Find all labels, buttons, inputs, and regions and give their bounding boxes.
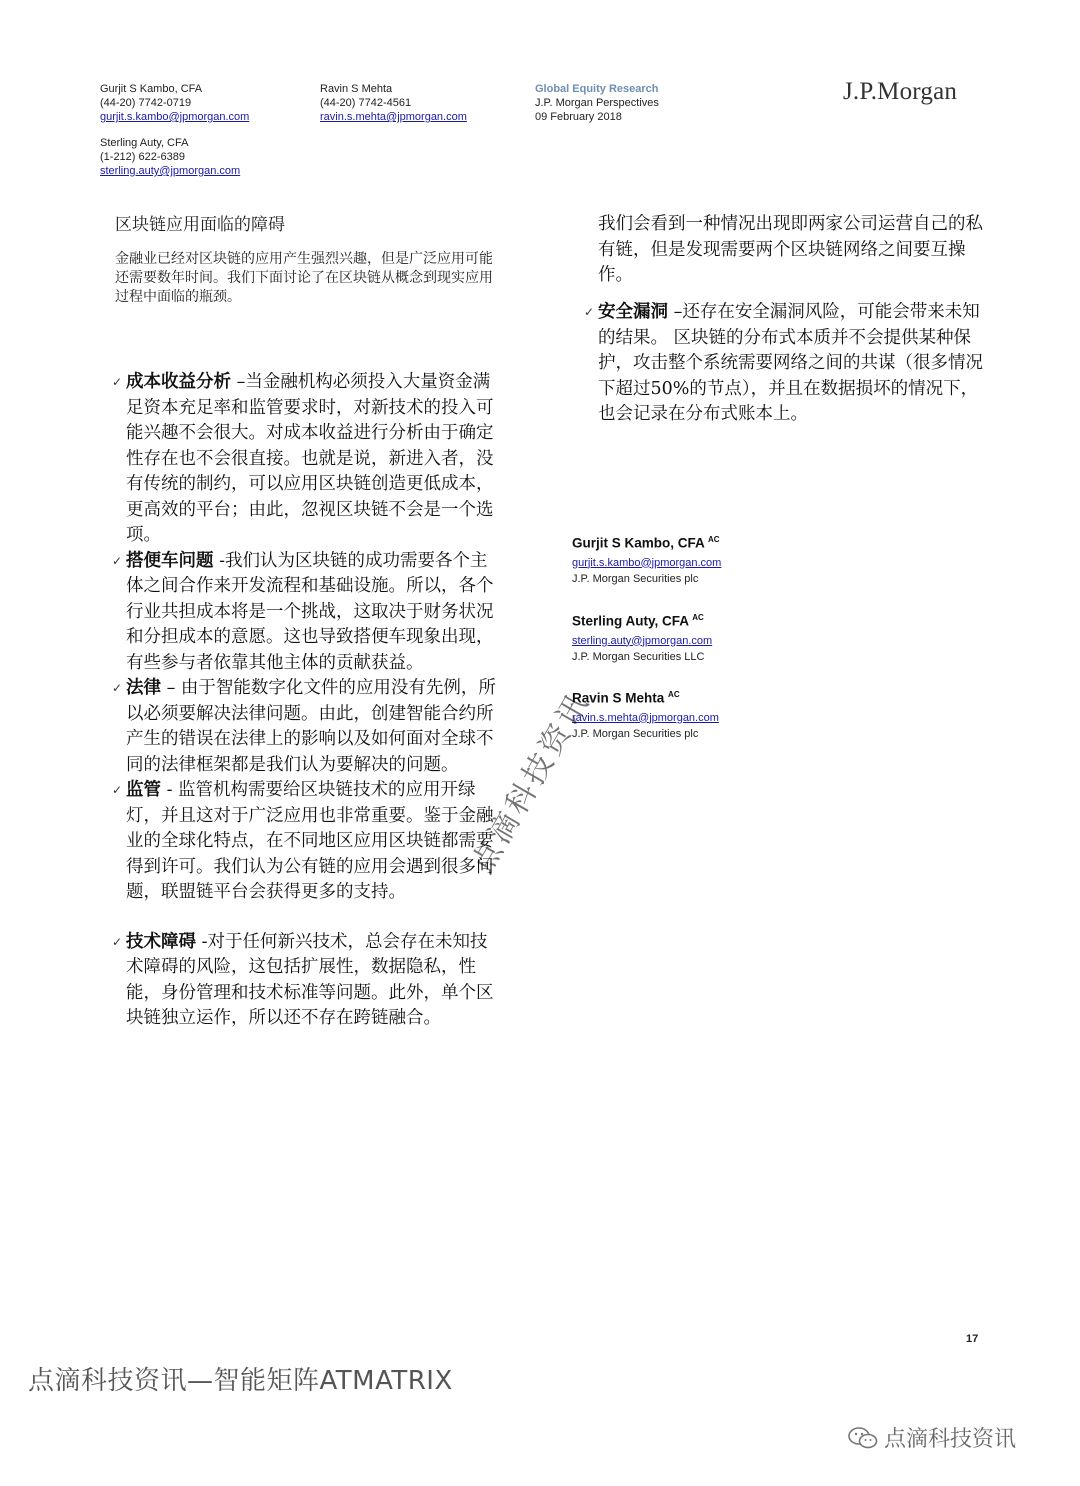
author-phone: (1-212) 622-6389	[100, 151, 186, 163]
watermark-text: 点滴科技资讯	[464, 685, 598, 880]
bullet-term: 法律	[126, 678, 161, 698]
author-firm: J.P. Morgan Securities plc	[572, 572, 699, 585]
author-name: Ravin S Mehta	[572, 690, 665, 706]
header-author-3	[320, 82, 467, 124]
intro-paragraph: 金融业已经对区块链的应用产生强烈兴趣，但是广泛应用可能还需要数年时间。我们下面讨论了在区块链从概念到现实应用过程中面临的瓶颈。	[115, 251, 493, 305]
checkmark-icon: ✓	[112, 934, 123, 949]
continuation-paragraph: 我们会看到一种情况出现即两家公司运营自己的私有链，但是发现需要两个区块链网络之间要互操作。	[598, 214, 983, 285]
bullet-item	[112, 370, 504, 549]
research-date: 09 February 2018	[535, 111, 622, 123]
author-firm: J.P. Morgan Securities LLC	[572, 650, 705, 663]
author-firm: J.P. Morgan Securities plc	[572, 727, 699, 740]
header-author-2	[100, 136, 240, 178]
author-card-2	[572, 613, 712, 663]
author-card-3	[572, 690, 719, 740]
bullet-list-left	[112, 370, 504, 1032]
author-email-link[interactable]: sterling.auty@jpmorgan.com	[572, 634, 713, 647]
wechat-label: 点滴科技资讯	[884, 1427, 1017, 1452]
research-title: Global Equity Research	[535, 83, 659, 95]
author-ac-mark: AC	[692, 613, 704, 622]
bullet-term: 技术障碍	[126, 931, 196, 952]
wechat-icon	[848, 1426, 878, 1450]
bullet-item	[112, 676, 504, 778]
wechat-account[interactable]	[848, 1422, 1016, 1453]
bullet-item-security	[584, 300, 993, 428]
author-name: Ravin S Mehta	[320, 83, 393, 95]
author-email-link[interactable]: gurjit.s.kambo@jpmorgan.com	[572, 556, 722, 569]
bullet-text: -对于任何新兴技术，总会存在未知技术障碍的风险，这包括扩展性，数据隐私，性能，身份管理和技术标准等问题。此外，单个区块链独立运作，所以还不存在跨链融合。	[126, 931, 494, 1028]
checkmark-icon: ✓	[112, 681, 123, 695]
bullet-text: -我们认为区块链的成功需要各个主体之间合作来开发流程和基础设施。所以，各个行业共担成本将是一个挑战，这取决于财务状况和分担成本的意愿。这也导致搭便车现象出现，有些参与者依靠其他主体的贡献获益。	[126, 550, 494, 673]
section-title: 区块链应用面临的障碍	[115, 215, 285, 235]
bullet-text: –当金融机构必须投入大量资金满足资本充足率和监管要求时，对新技术的投入可能兴趣不会很大。对成本收益进行分析由于确定性存在也不会很直接。也就是说，新进入者，没有传统的制约，可以应用区块链创造更低成本，更高效的平台；由此，忽视区块链不会是一个选项。	[126, 372, 494, 545]
author-name: Sterling Auty, CFA	[100, 137, 189, 149]
author-ac-mark: AC	[668, 690, 680, 699]
bullet-text: - 监管机构需要给区块链技术的应用开绿灯，并且这对于广泛应用也非常重要。鉴于金融业的全球化特点，在不同地区应用区块链都需要得到许可。我们认为公有链的应用会遇到很多问题，联盟链平台会获得更多的支持。	[126, 780, 494, 902]
checkmark-icon: ✓	[112, 783, 123, 797]
header-author-1	[100, 82, 249, 124]
bullet-item	[112, 778, 504, 906]
checkmark-icon: ✓	[112, 375, 123, 389]
bullet-term: 监管	[126, 780, 161, 800]
checkmark-icon: ✓	[112, 553, 123, 568]
research-info	[535, 82, 659, 124]
author-name: Sterling Auty, CFA	[572, 613, 689, 629]
author-card-1	[572, 535, 721, 585]
author-phone: (44-20) 7742-4561	[320, 97, 412, 109]
bullet-text: –还存在安全漏洞风险，可能会带来未知的结果。 区块链的分布式本质并不会提供某种保护，攻击整个系统需要网络之间的共谋（很多情况下超过50%的节点），并且在数据损坏的情况下，也会记录在分布式账本上。	[598, 302, 983, 424]
bullet-term: 搭便车问题	[126, 550, 214, 571]
author-email-link[interactable]: sterling.auty@jpmorgan.com	[100, 165, 241, 177]
research-series: J.P. Morgan Perspectives	[535, 97, 659, 109]
bullet-term: 安全漏洞	[598, 302, 668, 322]
author-email-link[interactable]: ravin.s.mehta@jpmorgan.com	[572, 711, 719, 724]
page-number: 17	[966, 1333, 979, 1345]
author-name: Gurjit S Kambo, CFA	[100, 83, 203, 95]
author-email-link[interactable]: gurjit.s.kambo@jpmorgan.com	[100, 111, 250, 123]
author-ac-mark: AC	[708, 535, 720, 544]
bullet-item	[112, 549, 504, 677]
jpmorgan-logo: J.P.Morgan	[843, 78, 958, 105]
author-email-link[interactable]: ravin.s.mehta@jpmorgan.com	[320, 111, 467, 123]
bullet-item	[112, 930, 504, 1032]
footer-brand: 点滴科技资讯—智能矩阵ATMATRIX	[28, 1366, 453, 1396]
author-phone: (44-20) 7742-0719	[100, 97, 192, 109]
checkmark-icon: ✓	[584, 305, 595, 319]
bullet-text: – 由于智能数字化文件的应用没有先例，所以必须要解决法律问题。由此，创建智能合约所产生的错误在法律上的影响以及如何面对全球不同的法律框架都是我们认为要解决的问题。	[126, 678, 496, 775]
author-name: Gurjit S Kambo, CFA	[572, 535, 705, 551]
bullet-term: 成本收益分析	[126, 372, 231, 392]
